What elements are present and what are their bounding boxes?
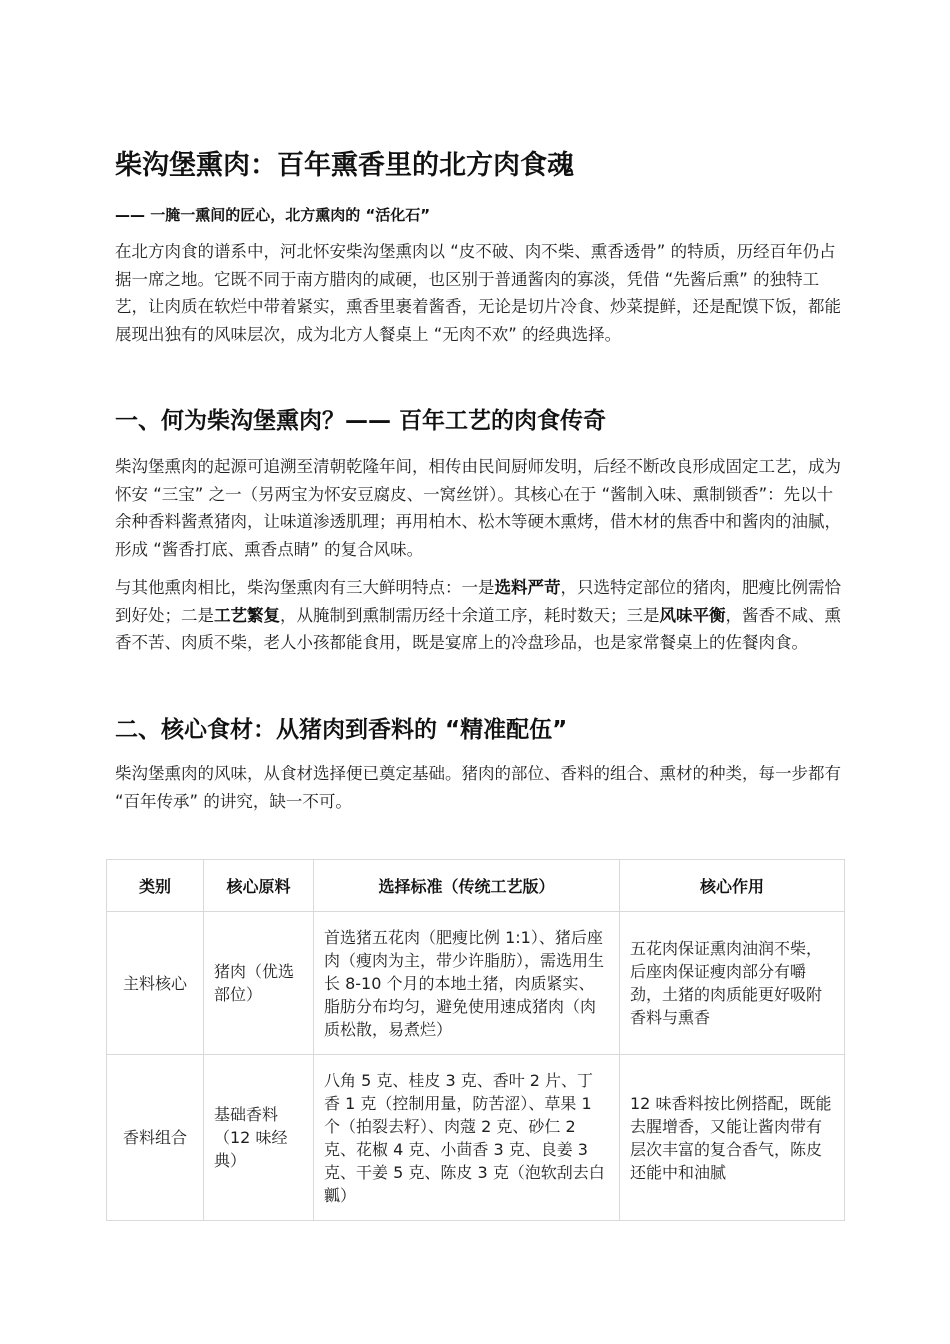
cell-effect: 12 味香料按比例搭配，既能去腥增香，又能让酱肉带有层次丰富的复合香气，陈皮还能中和油腻 [620,1055,845,1221]
table-row [107,1055,845,1221]
section-1-heading: 一、何为柴沟堡熏肉？—— 百年工艺的肉食传奇 [115,408,607,434]
section-2-paragraph-1: 柴沟堡熏肉的风味，从食材选择便已奠定基础。猪肉的部位、香料的组合、熏材的种类，每一步都有 “百年传承” 的讲究，缺一不可。 [115,764,841,811]
intro-paragraph: 在北方肉食的谱系中，河北怀安柴沟堡熏肉以 “皮不破、肉不柴、熏香透骨” 的特质，历经百年仍占据一席之地。它既不同于南方腊肉的咸硬，也区别于普通酱肉的寡淡，凭借 “先酱后熏” 的独特工艺，让肉质在软烂中带着紧实，熏香里裹着酱香，无论是切片冷食、炒菜提鲜，还是配馍下饭，都能展现出独有的风味层次，成为北方人餐桌上 “无肉不欢” 的经典选择。 [115,242,841,344]
cell-category: 香料组合 [107,1055,204,1221]
text-run: ，酱香不咸、熏香不苦、肉质不柴，老人小孩都能食用，既是宴席上的冷盘珍品，也是家常餐桌上的佐餐肉食。 [115,605,841,652]
page-subtitle: —— 一腌一熏间的匠心，北方熏肉的 “活化石” [115,206,431,224]
ingredients-table [106,859,845,1221]
header-material: 核心原料 [204,860,314,912]
highlight-selection: 选料严苛 [494,578,561,597]
cell-standard: 八角 5 克、桂皮 3 克、香叶 2 片、丁香 1 克（控制用量，防苦涩）、草果 1 个（拍裂去籽）、肉蔻 2 克、砂仁 2 克、花椒 4 克、小茴香 3 克、良姜 3 克、干姜 5 克、陈皮 3 克（泡软刮去白瓤） [314,1055,620,1221]
cell-category: 主料核心 [107,912,204,1055]
header-category: 类别 [107,860,204,912]
text-run: 与其他熏肉相比，柴沟堡熏肉有三大鲜明特点：一是 [115,578,495,597]
text-run: ，只选特定部位的猪肉，肥瘦比例需恰到好处；二是 [115,578,841,625]
table-header-row [107,860,845,912]
cell-effect: 五花肉保证熏肉油润不柴，后座肉保证瘦肉部分有嚼劲，土猪的肉质能更好吸附香料与熏香 [620,912,845,1055]
text-run: ，从腌制到熏制需历经十余道工序，耗时数天；三是 [280,605,660,625]
cell-material: 猪肉（优选部位） [204,912,314,1055]
header-standard: 选择标准（传统工艺版） [314,860,620,912]
cell-standard: 首选猪五花肉（肥瘦比例 1:1）、猪后座肉（瘦肉为主，带少许脂肪），需选用生长 8-10 个月的本地土猪，肉质紧实、脂肪分布均匀，避免使用速成猪肉（肉质松散，易煮烂） [314,912,620,1055]
highlight-craft: 工艺繁复 [214,605,280,625]
cell-material: 基础香料（12 味经典） [204,1055,314,1221]
table-row [107,912,845,1055]
section-2-heading: 二、核心食材：从猪肉到香料的 “精准配伍” [115,717,568,743]
section-1-paragraph-2 [115,574,843,657]
section-1-paragraph-1: 柴沟堡熏肉的起源可追溯至清朝乾隆年间，相传由民间厨师发明，后经不断改良形成固定工艺，成为怀安 “三宝” 之一（另两宝为怀安豆腐皮、一窝丝饼）。其核心在于 “酱制入味、熏制锁香”：先以十余种香料酱煮猪肉，让味道渗透肌理；再用柏木、松木等硬木熏烤，借木材的焦香中和酱肉的油腻，形成 “酱香打底、熏香点睛” 的复合风味。 [115,457,841,559]
highlight-flavor: 风味平衡 [659,605,726,625]
header-effect: 核心作用 [620,860,845,912]
page-title: 柴沟堡熏肉：百年熏香里的北方肉食魂 [115,150,574,181]
